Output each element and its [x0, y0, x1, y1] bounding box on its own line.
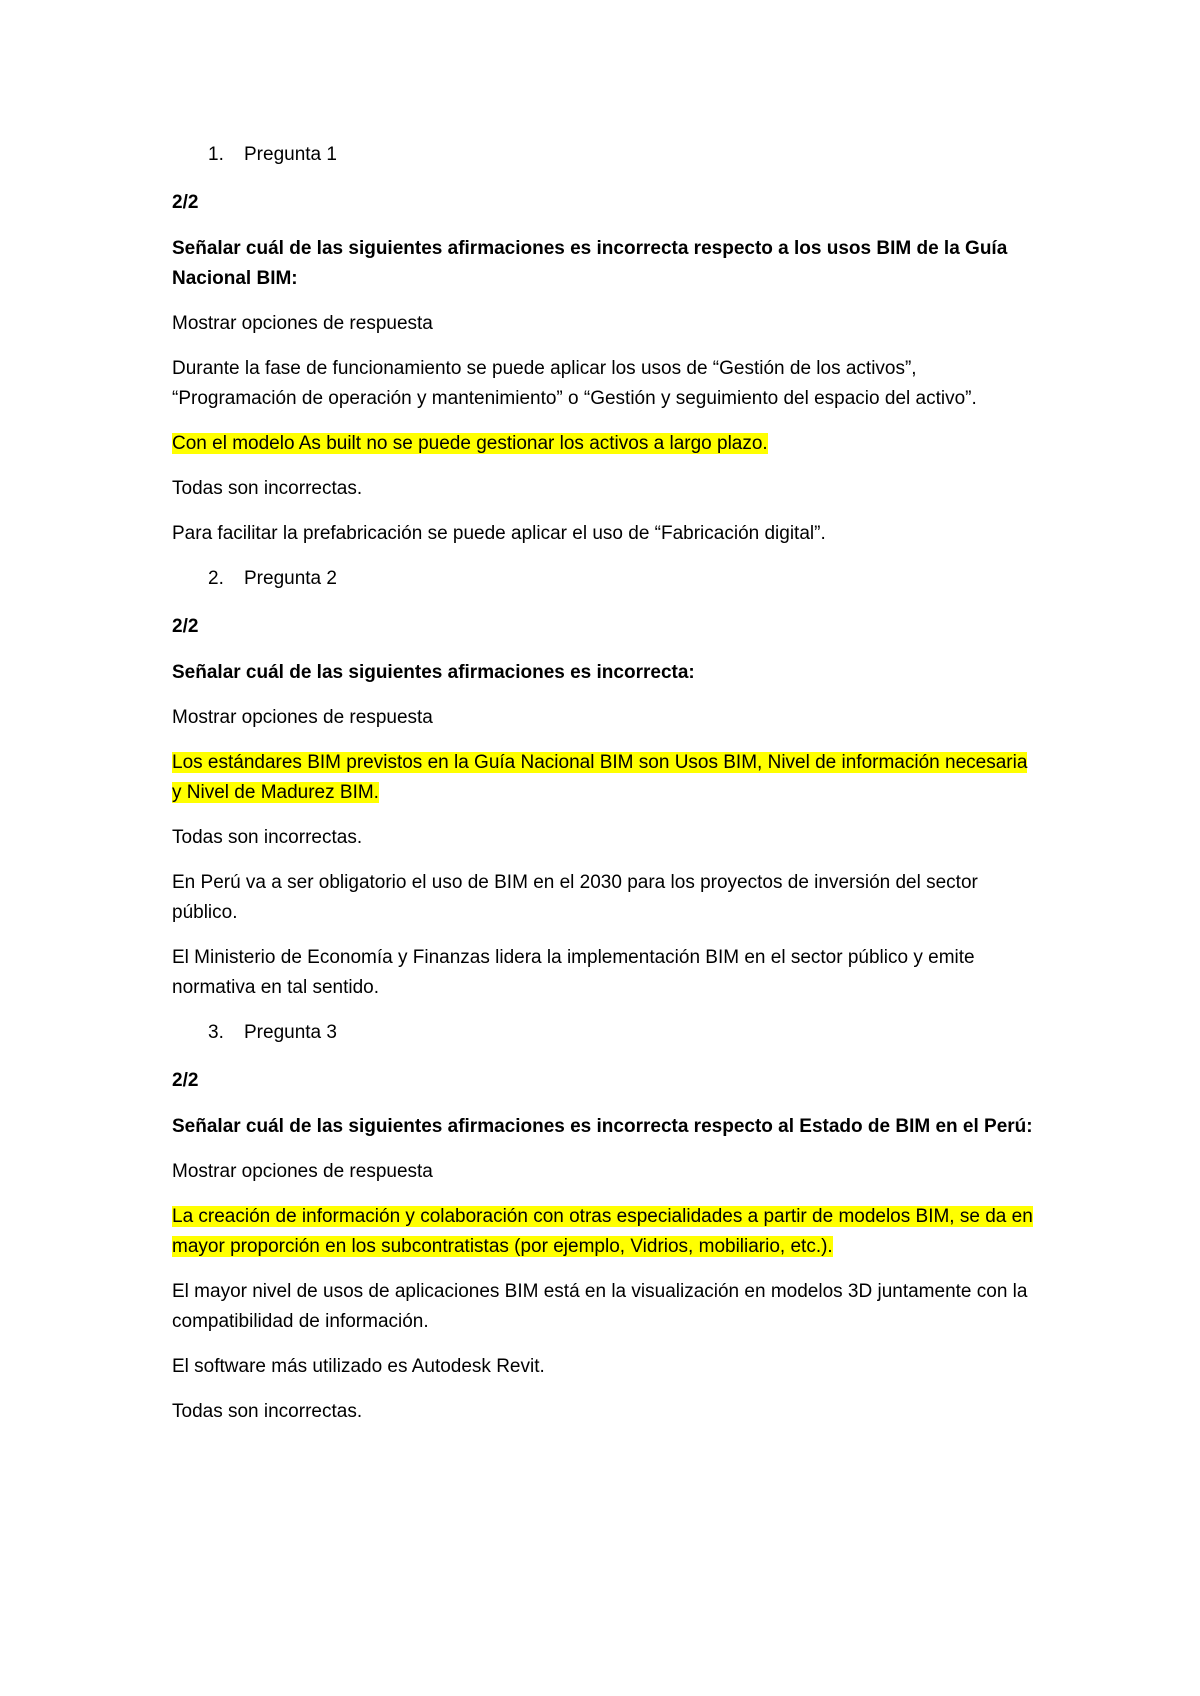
answer-option [172, 1352, 1042, 1382]
score-label: 2/2 [172, 616, 199, 637]
answer-option-highlighted [172, 748, 1042, 808]
answer-option [172, 943, 1042, 1003]
question-title: Pregunta 3 [244, 1022, 337, 1043]
show-options-text: Mostrar opciones de respuesta [172, 707, 433, 728]
answer-option [172, 823, 1042, 853]
question-prompt: Señalar cuál de las siguientes afirmaciones es incorrecta respecto al Estado de BIM en el Perú: [172, 1116, 1033, 1137]
show-options-text: Mostrar opciones de respuesta [172, 313, 433, 334]
answer-option-highlighted [172, 429, 1042, 459]
question-block-2 [172, 564, 1042, 1003]
answer-option-text: Para facilitar la prefabricación se puede aplicar el uso de “Fabricación digital”. [172, 523, 826, 544]
answer-option [172, 474, 1042, 504]
question-block-3 [172, 1018, 1042, 1427]
document-page [172, 140, 1042, 1442]
answer-option-text: El Ministerio de Economía y Finanzas lidera la implementación BIM en el sector público y emite normativa en tal sentido. [172, 947, 975, 998]
show-options-text: Mostrar opciones de respuesta [172, 1161, 433, 1182]
question-prompt: Señalar cuál de las siguientes afirmaciones es incorrecta: [172, 662, 695, 683]
question-heading [172, 140, 1042, 170]
answer-option-text: Todas son incorrectas. [172, 478, 363, 499]
answer-option [172, 1397, 1042, 1427]
question-heading [172, 564, 1042, 594]
answer-option-text: El mayor nivel de usos de aplicaciones BIM está en la visualización en modelos 3D juntamente con la compatibilidad de información. [172, 1281, 1028, 1332]
answer-option-text: El software más utilizado es Autodesk Revit. [172, 1356, 545, 1377]
answer-option-text: La creación de información y colaboración con otras especialidades a partir de modelos BIM, se da en mayor proporción en los subcontratistas (por ejemplo, Vidrios, mobiliario, etc.). [172, 1206, 1033, 1257]
answer-option [172, 1277, 1042, 1337]
question-heading [172, 1018, 1042, 1048]
answer-option-text: Durante la fase de funcionamiento se puede aplicar los usos de “Gestión de los activos”, “Programación de operación y mantenimiento” o “Gestión y seguimiento del espacio del activo”. [172, 358, 977, 409]
answer-option-text: En Perú va a ser obligatorio el uso de BIM en el 2030 para los proyectos de inversión del sector público. [172, 872, 978, 923]
answer-option-text: Los estándares BIM previstos en la Guía Nacional BIM son Usos BIM, Nivel de información necesaria y Nivel de Madurez BIM. [172, 752, 1028, 803]
answer-option [172, 868, 1042, 928]
question-number: 2. [208, 568, 224, 589]
question-number: 1. [208, 144, 224, 165]
answer-option [172, 354, 1042, 414]
score-label: 2/2 [172, 192, 199, 213]
score-label: 2/2 [172, 1070, 199, 1091]
answer-option-text: Todas son incorrectas. [172, 1401, 363, 1422]
question-title: Pregunta 2 [244, 568, 337, 589]
answer-option-text: Con el modelo As built no se puede gestionar los activos a largo plazo. [172, 433, 768, 454]
answer-option-text: Todas son incorrectas. [172, 827, 363, 848]
question-prompt: Señalar cuál de las siguientes afirmaciones es incorrecta respecto a los usos BIM de la Guía Nacional BIM: [172, 238, 1008, 289]
question-title: Pregunta 1 [244, 144, 337, 165]
answer-option-highlighted [172, 1202, 1042, 1262]
answer-option [172, 519, 1042, 549]
question-block-1 [172, 140, 1042, 549]
question-number: 3. [208, 1022, 224, 1043]
